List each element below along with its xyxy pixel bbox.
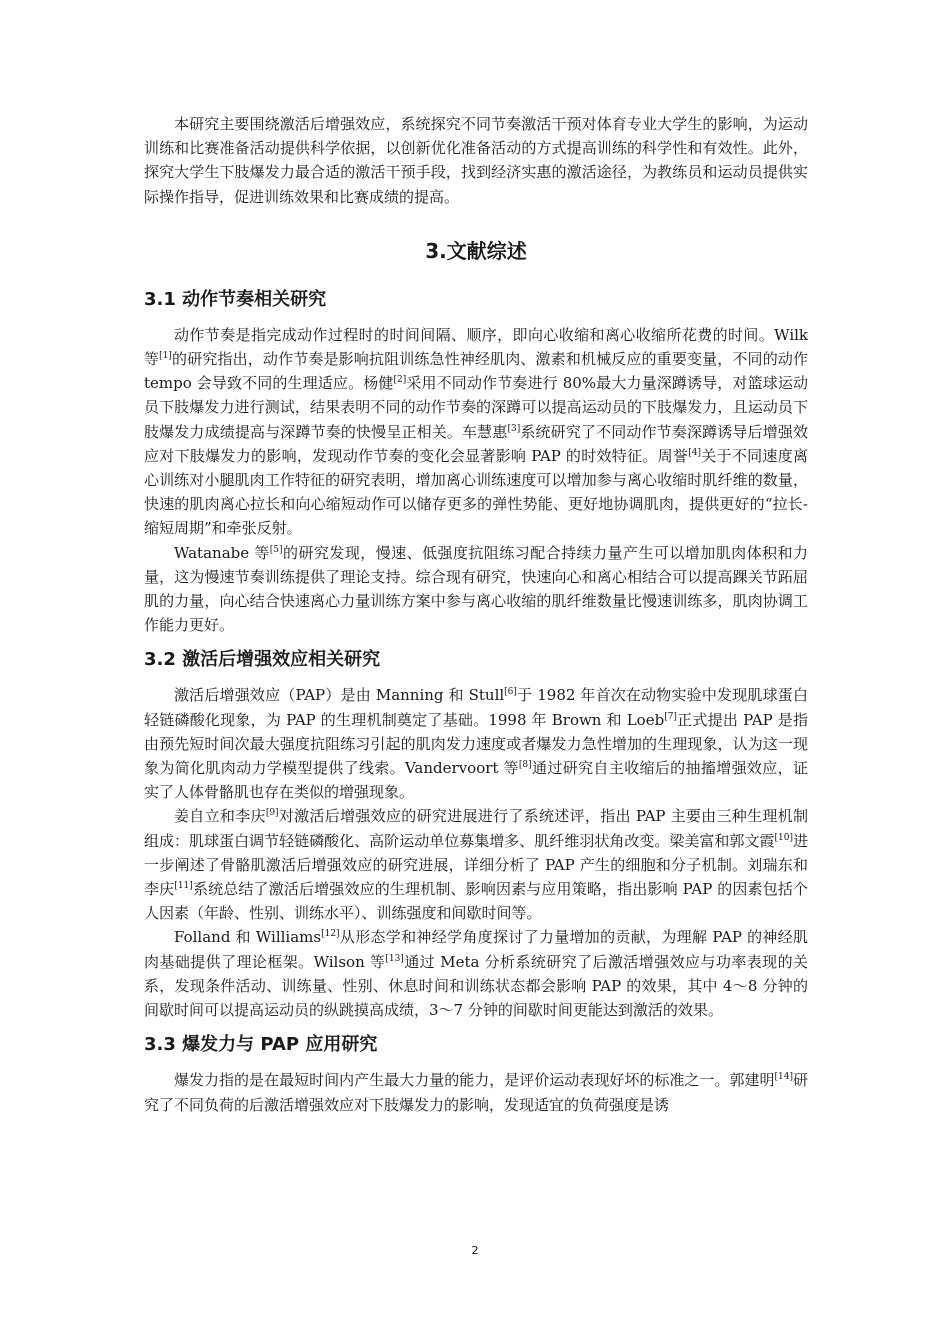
citation-ref: [5]	[269, 544, 283, 555]
text-run: Folland 和 Williams	[174, 928, 322, 947]
citation-ref: [8]	[518, 760, 532, 771]
citation-ref: [12]	[321, 929, 340, 940]
text-run: 系统总结了激活后增强效应的生理机制、影响因素与应用策略，指出影响 PAP 的因素包括个人因素（年龄、性别、训练水平）、训练强度和间歇时间等。	[144, 880, 808, 923]
citation-ref: [11]	[174, 881, 193, 892]
text-run: 的研究发现，慢速、低强度抗阻练习配合持续力量产生可以增加肌肉体积和力量，这为慢速节奏训练提供了理论支持。综合现有研究，快速向心和离心相结合可以提高踝关节跖屈肌的力量，向心结合快速离心力量训练方案中参与离心收缩的肌纤维数量比慢速训练多，肌肉协调工作能力更好。	[144, 543, 808, 635]
paragraph-3-1-2	[144, 541, 808, 638]
text-run: 正式提出 PAP 是指由预先短时间次最大强度抗阻练习引起的肌肉发力速度或者爆发力急性增加的生理现象，认为这一现象为简化肌肉动力学模型提供了线索。Vandervoort 等	[144, 710, 808, 778]
section-heading-3-2: 3.2 激活后增强效应相关研究	[144, 649, 381, 671]
text-run: 的研究指出，动作节奏是影响抗阻训练急性神经肌肉、激素和机械反应的重要变量，不同的动作 tempo 会导致不同的生理适应。杨健	[144, 350, 808, 393]
text-run: Watanabe 等	[174, 543, 270, 562]
citation-ref: [2]	[393, 375, 407, 386]
text-run: 采用不同动作节奏进行 80%最大力量深蹲诱导，对篮球运动员下肢爆发力进行测试，结果表明不同的动作节奏的深蹲可以提高运动员的下肢爆发力，且运动员下肢爆发力成绩提高与深蹲节奏的快慢呈正相关。车慧惠	[144, 374, 808, 441]
citation-ref: [7]	[664, 711, 677, 722]
text-run: 激活后增强效应（PAP）是由 Manning 和 Stull	[174, 686, 505, 705]
citation-ref: [4]	[688, 447, 701, 458]
text-run: 从形态学和神经学角度探讨了力量增加的贡献，为理解 PAP 的神经肌肉基础提供了理论框架。Wilson 等	[144, 928, 808, 971]
citation-ref: [6]	[504, 687, 517, 698]
text-run: 研究了不同负荷的后激活增强效应对下肢爆发力的影响，发现适宜的负荷强度是诱	[144, 1071, 808, 1114]
text-run: 进一步阐述了骨骼肌激活后增强效应的研究进展，详细分析了 PAP 产生的细胞和分子机制。刘瑞东和李庆	[144, 831, 808, 899]
text-run: 关于不同速度离心训练对小腿肌肉工作特征的研究表明，增加离心训练速度可以增加参与离心收缩时肌纤维的数量，快速的肌肉离心拉长和向心缩短动作可以储存更多的弹性势能、更好地协调肌肉，提供更好的“拉长-缩短周期”和牵张反射。	[144, 446, 808, 538]
paragraph-3-2-3	[144, 925, 808, 1022]
section-heading-3-1: 3.1 动作节奏相关研究	[144, 288, 327, 310]
citation-ref: [14]	[774, 1072, 793, 1083]
page-content	[144, 112, 808, 1117]
chapter-title: 3.文献综述	[425, 238, 527, 263]
intro-paragraph: 本研究主要围绕激活后增强效应，系统探究不同节奏激活干预对体育专业大学生的影响，为运动训练和比赛准备活动提供科学依据，以创新优化准备活动的方式提高训练的科学性和有效性。此外，探究大学生下肢爆发力最合适的激活干预手段，找到经济实惠的激活途径，为教练员和运动员提供实际操作指导，促进训练效果和比赛成绩的提高。	[144, 115, 808, 206]
citation-ref: [9]	[265, 808, 279, 819]
text-run: 对激活后增强效应的研究进展进行了系统述评，指出 PAP 主要由三种生理机制组成：肌球蛋白调节轻链磷酸化、高阶运动单位募集增多、肌纤维羽状角改变。梁美富和郭文霞	[144, 807, 808, 850]
text-run: 动作节奏是指完成动作过程时的时间间隔、顺序，即向心收缩和离心收缩所花费的时间。Wilk 等	[144, 325, 808, 369]
text-run: 于 1982 年首次在动物实验中发现肌球蛋白轻链磷酸化现象，为 PAP 的生理机制奠定了基础。1998 年 Brown 和 Loeb	[144, 686, 808, 729]
paragraph-3-2-2	[144, 804, 808, 925]
text-run: 系统研究了不同动作节奏深蹲诱导后增强效应对下肢爆发力的影响，发现动作节奏的变化会显著影响 PAP 的时效特征。周誉	[144, 422, 808, 465]
paragraph-3-2-1	[144, 683, 808, 804]
text-run: 通过研究自主收缩后的抽搐增强效应，证实了人体骨骼肌也存在类似的增强现象。	[144, 759, 808, 802]
paragraph-3-3-1	[144, 1068, 808, 1116]
text-run: 姜自立和李庆	[174, 807, 266, 826]
citation-ref: [3]	[507, 423, 521, 434]
page-number: 2	[471, 1244, 479, 1257]
section-heading-3-3: 3.3 爆发力与 PAP 应用研究	[144, 1034, 378, 1056]
text-run: 通过 Meta 分析系统研究了后激活增强效应与功率表现的关系，发现条件活动、训练量、性别、休息时间和训练状态都会影响 PAP 的效果，其中 4～8 分钟的间歇时间可以提高运动员的纵跳摸高成绩，3～7 分钟的间歇时间更能达到激活的效果。	[144, 952, 808, 1020]
paragraph-3-1-1	[144, 323, 808, 541]
citation-ref: [1]	[159, 351, 172, 362]
text-run: 爆发力指的是在最短时间内产生最大力量的能力，是评价运动表现好坏的标准之一。郭建明	[174, 1071, 775, 1090]
citation-ref: [10]	[774, 832, 793, 843]
citation-ref: [13]	[385, 953, 404, 964]
